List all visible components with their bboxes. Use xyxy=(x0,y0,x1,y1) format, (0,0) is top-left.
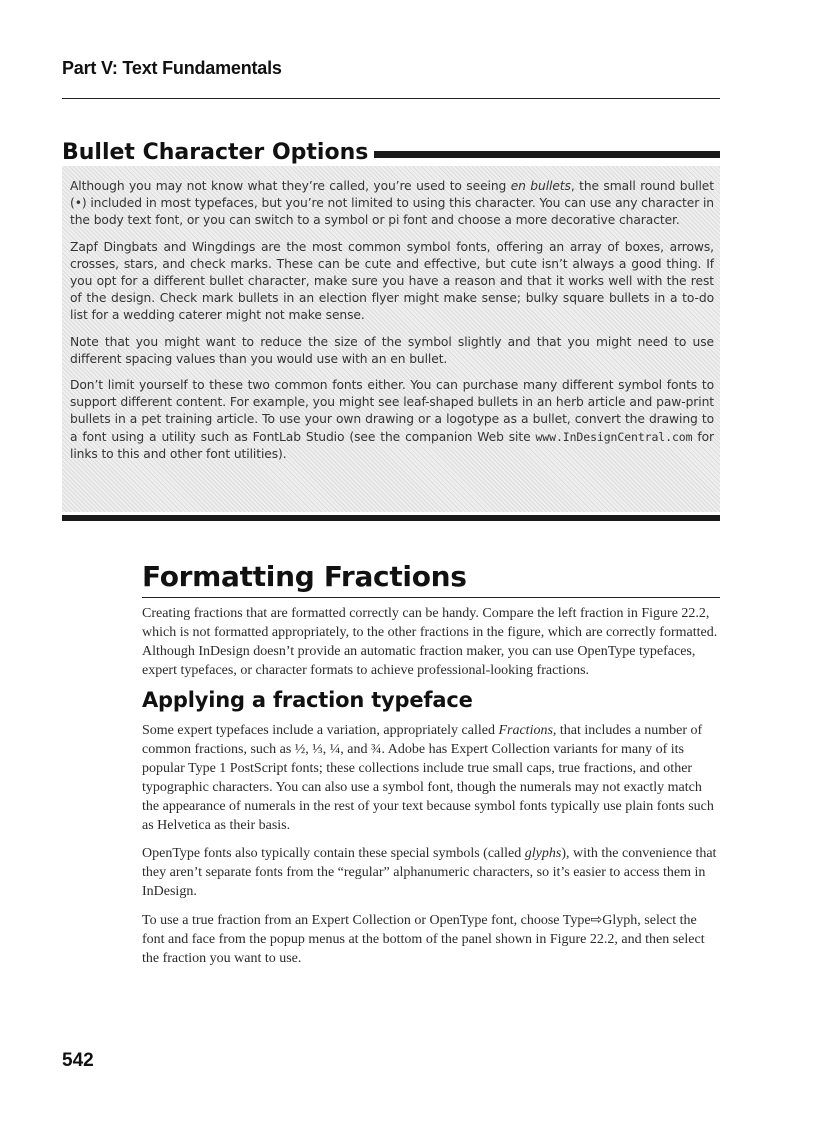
sidebar-bottom-bar xyxy=(62,515,720,521)
section-body xyxy=(142,605,722,691)
subsection-heading: Applying a fraction typeface xyxy=(142,688,473,712)
subsection-paragraph-2: OpenType fonts also typically contain these special symbols (called glyphs), with the convenience that they aren’t separate fonts from the “regular” alphanumeric characters, so it’s easier to access them in InDesign. xyxy=(142,846,717,900)
header-rule xyxy=(62,98,720,99)
running-head: Part V: Text Fundamentals xyxy=(62,58,282,78)
sidebar-paragraph-1: Although you may not know what they’re called, you’re used to seeing en bullets, the small round bullet (•) included in most typefaces, but you’re not limited to using this character. You can use any character in the body text font, or you can switch to a symbol or pi font and choose a more decorative character. xyxy=(70,179,714,228)
section-heading-rule xyxy=(142,597,720,598)
section-paragraph-1: Creating fractions that are formatted correctly can be handy. Compare the left fraction in Figure 22.2, which is not formatted appropriately, to the other fractions in the figure, which are correctly formatted. Although InDesign doesn’t provide an automatic fraction maker, you can use OpenType typefaces, expert typefaces, or character formats to achieve professional-looking fractions. xyxy=(142,606,718,678)
subsection-paragraph-1: Some expert typefaces include a variation, appropriately called Fractions, that includes a number of common fractions, such as ½, ⅓, ¼, and ¾. Adobe has Expert Collection variants for many of its popular Type 1 PostScript fonts; these collections include true small caps, true fractions, and other typographic characters. You can also use a symbol font, though the numerals may not exactly match the appearance of numerals in the rest of your text because symbol fonts typically use plain fonts such as Helvetica as their basis. xyxy=(142,723,714,833)
subsection-paragraph-3: To use a true fraction from an Expert Collection or OpenType font, choose Type⇨Glyph, select the font and face from the popup menus at the bottom of the panel shown in Figure 22.2, and then select the fraction you want to use. xyxy=(142,913,705,966)
section-heading: Formatting Fractions xyxy=(142,560,467,593)
sidebar-paragraph-3: Note that you might want to reduce the size of the symbol slightly and that you might need to use different spacing values than you would use with an en bullet. xyxy=(70,334,714,366)
sidebar-text xyxy=(70,178,714,472)
companion-website-link[interactable]: www.InDesignCentral.com xyxy=(535,429,693,444)
page-number: 542 xyxy=(62,1050,94,1071)
sidebar-title: Bullet Character Options xyxy=(62,140,374,165)
sidebar-paragraph-4: Don’t limit yourself to these two common fonts either. You can purchase many different symbol fonts to support different content. For example, you might see leaf-shaped bullets in an herb article and paw-print bullets in a pet training article. To use your own drawing or a logotype as a bullet, convert the drawing to a font using a utility such as FontLab Studio (see the companion Web site www.InDesignCentral.com for links to this and other font utilities). xyxy=(70,378,714,461)
subsection-body xyxy=(142,722,722,979)
sidebar-paragraph-2: Zapf Dingbats and Wingdings are the most common symbol fonts, offering an array of boxes, arrows, crosses, stars, and check marks. These can be cute and effective, but cute isn’t always a good thing. If you opt for a different bullet character, make sure you have a reason and that it works well with the rest of the design. Check mark bullets in an election flyer might make sense; bulky square bullets in a to-do list for a wedding caterer might not make sense. xyxy=(70,239,714,323)
